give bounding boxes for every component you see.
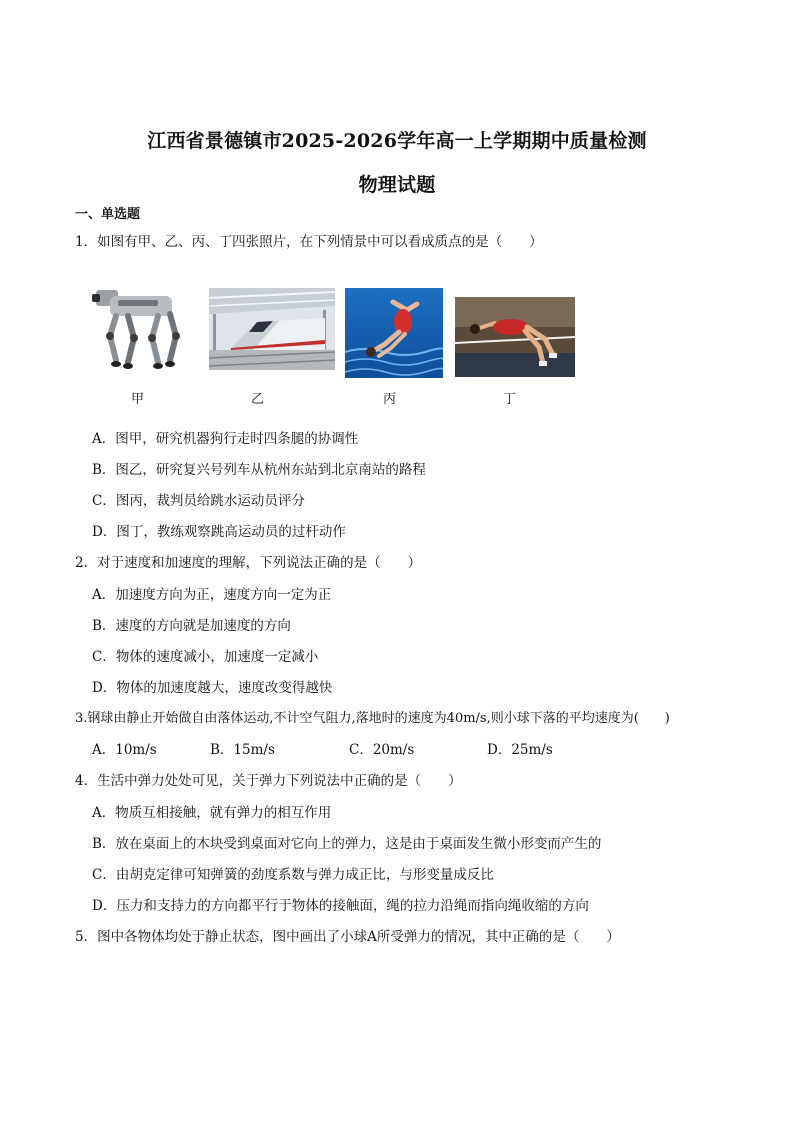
question-1-option-a: A．图甲，研究机器狗行走时四条腿的协调性	[92, 431, 359, 447]
section-heading: 一、单选题	[75, 207, 141, 222]
exam-subtitle: 物理试题	[358, 174, 436, 196]
question-4-option-c: C．由胡克定律可知弹簧的劲度系数与弹力成正比，与形变量成反比	[92, 867, 494, 883]
question-2-option-c: C．物体的速度减小，加速度一定减小	[92, 649, 319, 665]
diver-photo	[345, 288, 443, 378]
question-3-option-a: A．10m/s	[92, 742, 157, 758]
high-jump-photo	[455, 297, 575, 377]
question-1-stem: 1．如图有甲、乙、丙、丁四张照片，在下列情景中可以看成质点的是（ ）	[75, 234, 543, 250]
robot-dog-photo	[88, 282, 186, 372]
question-4-option-b: B．放在桌面上的木块受到桌面对它向上的弹力，这是由于桌面发生微小形变而产生的	[92, 836, 602, 852]
question-4-option-a: A．物质互相接触，就有弹力的相互作用	[92, 805, 332, 821]
exam-title: 江西省景德镇市2025-2026学年高一上学期期中质量检测	[147, 130, 647, 152]
figure-caption-bing: 丙	[383, 392, 397, 407]
question-1-option-c: C．图丙，裁判员给跳水运动员评分	[92, 493, 305, 509]
question-3-option-d: D．25m/s	[487, 742, 553, 758]
figure-caption-ding: 丁	[503, 392, 517, 407]
question-3-option-b: B．15m/s	[210, 742, 275, 758]
bullet-train-photo	[209, 288, 335, 370]
question-4-stem: 4．生活中弹力处处可见，关于弹力下列说法中正确的是（ ）	[75, 773, 462, 789]
question-2-option-d: D．物体的加速度越大，速度改变得越快	[92, 680, 333, 696]
question-2-option-a: A．加速度方向为正，速度方向一定为正	[92, 587, 332, 603]
question-3-stem: 3.钢球由静止开始做自由落体运动,不计空气阻力,落地时的速度为40m/s,则小球下落的平均速度为( )	[75, 711, 670, 726]
question-1-option-b: B．图乙，研究复兴号列车从杭州东站到北京南站的路程	[92, 462, 426, 478]
figure-caption-yi: 乙	[251, 392, 265, 407]
question-5-stem: 5．图中各物体均处于静止状态，图中画出了小球A所受弹力的情况，其中正确的是（ ）	[75, 929, 620, 945]
question-2-stem: 2．对于速度和加速度的理解，下列说法正确的是（ ）	[75, 555, 422, 571]
figure-caption-jia: 甲	[131, 392, 145, 407]
question-4-option-d: D．压力和支持力的方向都平行于物体的接触面，绳的拉力沿绳而指向绳收缩的方向	[92, 898, 589, 914]
question-3-options	[92, 738, 712, 758]
question-3-option-c: C．20m/s	[349, 742, 415, 758]
question-1-option-d: D．图丁，教练观察跳高运动员的过杆动作	[92, 524, 346, 540]
question-2-option-b: B．速度的方向就是加速度的方向	[92, 618, 291, 634]
